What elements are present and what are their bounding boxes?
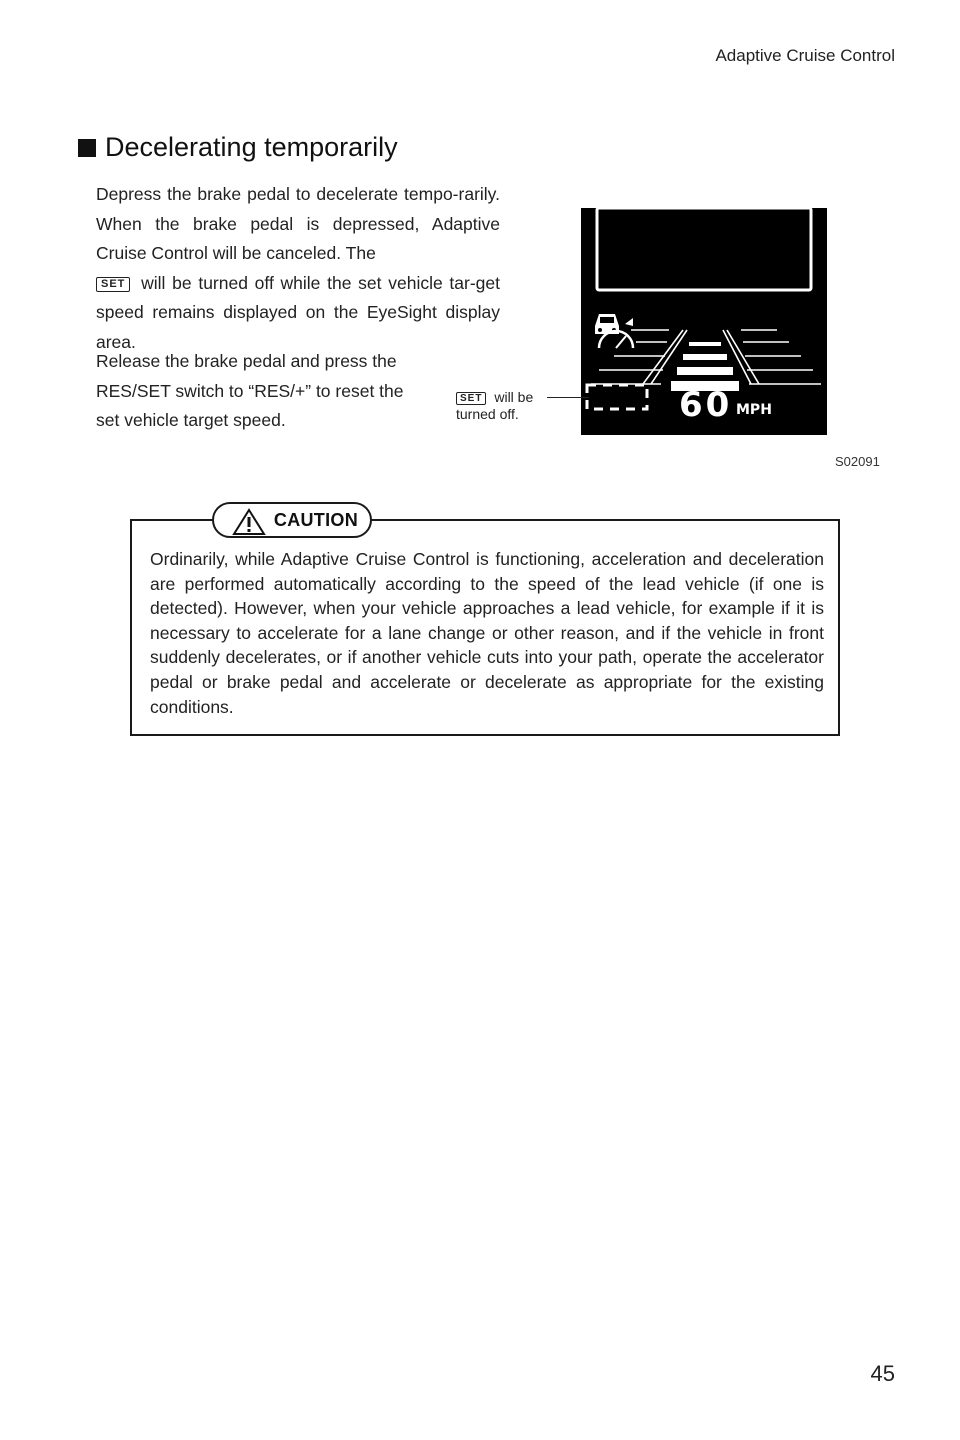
section-title-text: Decelerating temporarily: [105, 132, 398, 162]
body-paragraph-1-end: will be turned off while the set vehicle tar-get speed remains displayed on the EyeSight display area.: [96, 272, 500, 352]
body-paragraph-1: [96, 180, 500, 357]
figure-code: S02091: [835, 454, 880, 469]
distance-bars: [671, 342, 739, 391]
running-header: Adaptive Cruise Control: [715, 46, 895, 65]
callout-leader-line: [547, 397, 589, 398]
vehicle-speed-icon: [595, 314, 633, 348]
eyesight-display-graphic: [581, 208, 827, 435]
body-paragraph-2: Release the brake pedal and press the RES/SET switch to “RES/+” to reset the set vehicle target speed.: [96, 351, 404, 430]
speed-unit: MPH: [736, 402, 772, 418]
speed-value: 60: [679, 385, 733, 425]
section-heading: [78, 132, 398, 163]
warning-triangle-icon: [232, 508, 266, 536]
caution-tab: [212, 502, 372, 538]
info-screen-frame: [597, 208, 811, 290]
set-indicator-icon: SET: [96, 277, 130, 292]
body-paragraph-1-start: Depress the brake pedal to decelerate tempo-rarily. When the brake pedal is depressed, Adaptive Cruise Control will be canceled. The: [96, 184, 500, 263]
page-number: 45: [870, 1361, 895, 1386]
callout-text-line-2: turned off.: [456, 406, 519, 422]
callout-label: [456, 389, 533, 423]
eyesight-display-illustration: [581, 208, 827, 435]
caution-label: CAUTION: [273, 509, 358, 530]
set-indicator-off-box: [587, 385, 647, 409]
callout-text-line-1: will be: [490, 389, 534, 405]
caution-text: Ordinarily, while Adaptive Cruise Control is functioning, acceleration and deceleration are performed automatically according to the speed of the lead vehicle (if one is detected). However, when your vehicle approaches a lead vehicle, for example if it is necessary to accelerate for a lane change or other reason, and if the vehicle in front suddenly decelerates, or if another vehicle cuts into your path, operate the accelerator pedal or brake pedal and accelerate or decelerate as appropriate for the existing conditions.: [150, 549, 824, 717]
callout-set-icon: SET: [456, 392, 486, 405]
bullet-square-icon: [78, 139, 96, 157]
